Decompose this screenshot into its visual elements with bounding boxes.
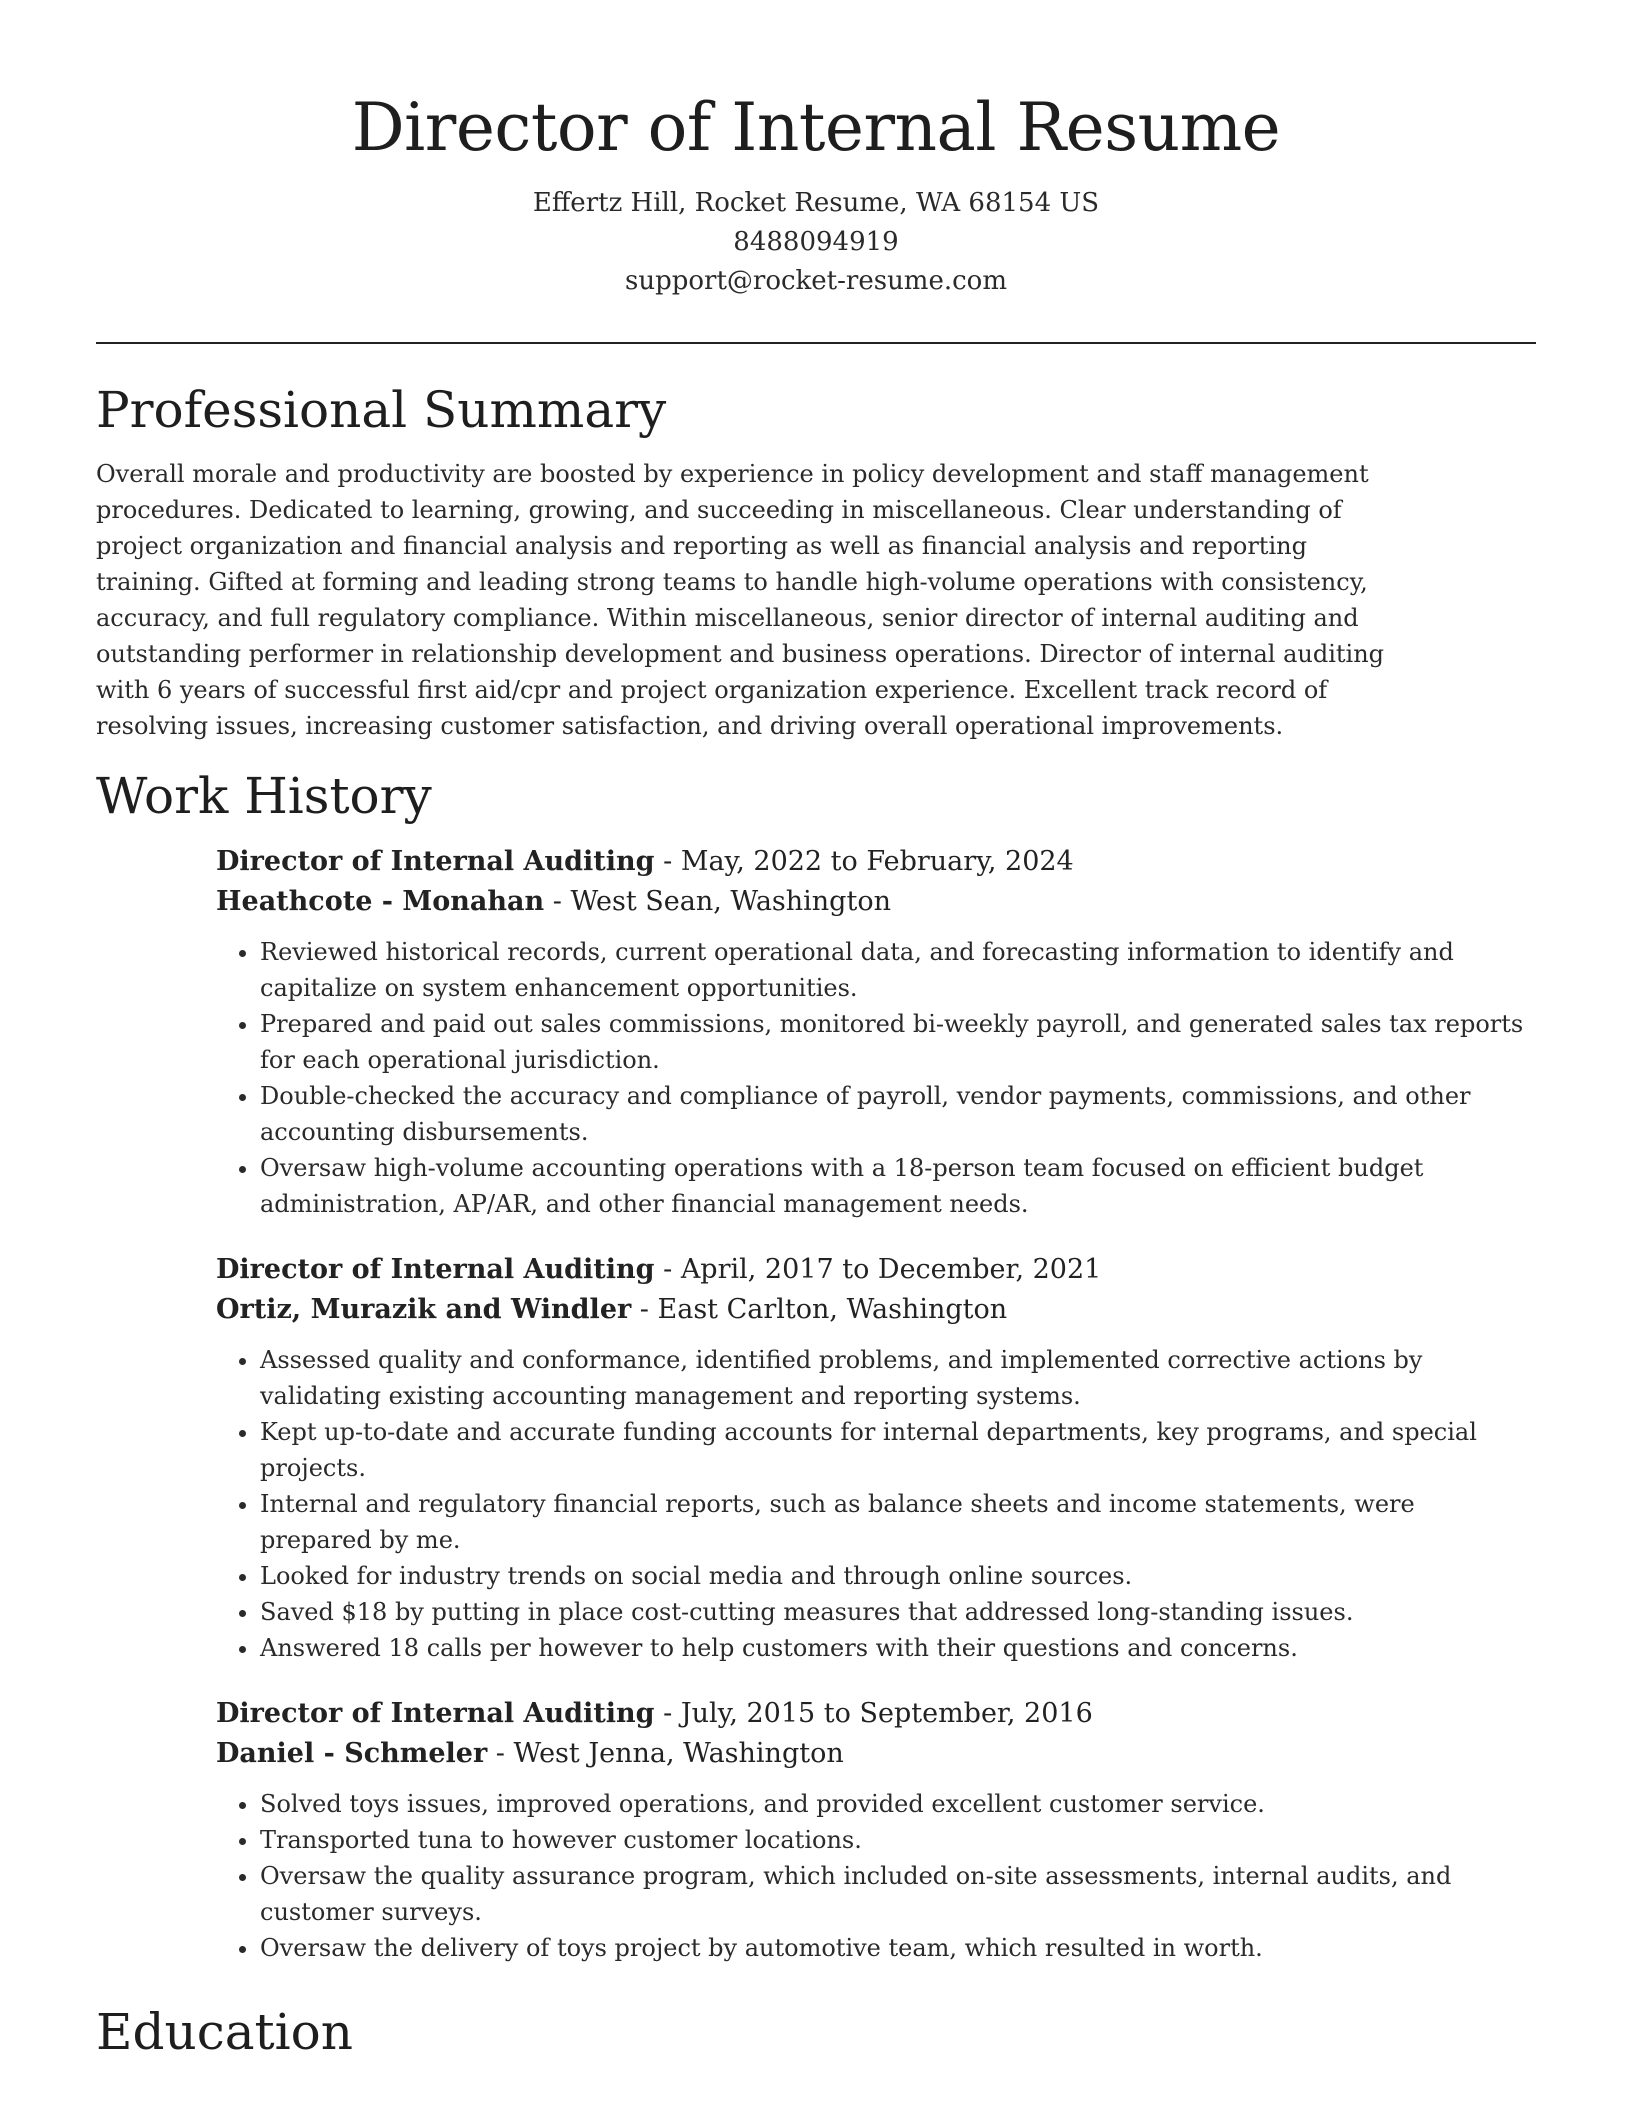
work-history-heading: Work History (96, 767, 432, 825)
job-entry (216, 842, 1534, 1222)
job-dates: May, 2022 to February, 2024 (680, 846, 1074, 877)
job-title: Director of Internal Auditing (216, 1254, 655, 1285)
job-bullet-item: • Solved toys issues, improved operations, and provided excellent customer service. (260, 1786, 1534, 1822)
resume-name: Director of Internal Resume (351, 89, 1281, 166)
job-company-line (216, 1290, 1534, 1330)
education-heading: Education (96, 2003, 353, 2061)
job-bullet-item: • Prepared and paid out sales commissions, monitored bi-weekly payroll, and generated sales tax reports for each operational jurisdiction. (260, 1006, 1534, 1078)
contact-address: Effertz Hill, Rocket Resume, WA 68154 US (532, 188, 1100, 218)
job-title-line (216, 1250, 1534, 1290)
header-divider (96, 342, 1536, 344)
job-bullets (216, 934, 1534, 1222)
job-company-separator: - (631, 1294, 658, 1325)
job-company-line (216, 1734, 1534, 1774)
job-bullet-item: • Double-checked the accuracy and compliance of payroll, vendor payments, commissions, and other accounting disbursements. (260, 1078, 1534, 1150)
job-title: Director of Internal Auditing (216, 846, 655, 877)
job-title-line (216, 1694, 1534, 1734)
job-bullet-item: • Oversaw the quality assurance program, which included on-site assessments, internal audits, and customer surveys. (260, 1858, 1534, 1930)
contact-email: support@rocket-resume.com (624, 266, 1007, 296)
job-company-separator: - (544, 886, 571, 917)
job-bullet-item: • Internal and regulatory financial reports, such as balance sheets and income statements, were prepared by me. (260, 1486, 1534, 1558)
job-entry (216, 1694, 1534, 1966)
job-bullet-item: • Reviewed historical records, current operational data, and forecasting information to identify and capitalize on system enhancement opportunities. (260, 934, 1534, 1006)
job-bullet-item: • Answered 18 calls per however to help customers with their questions and concerns. (260, 1630, 1534, 1666)
job-company-line (216, 882, 1534, 922)
job-title: Director of Internal Auditing (216, 1698, 655, 1729)
job-location: East Carlton, Washington (657, 1294, 1008, 1325)
contact-phone: 8488094919 (733, 227, 899, 257)
summary-heading: Professional Summary (96, 381, 667, 439)
job-location: West Jenna, Washington (513, 1738, 844, 1769)
resume-header (0, 82, 1632, 301)
job-title-line (216, 842, 1534, 882)
job-bullet-item: • Transported tuna to however customer locations. (260, 1822, 1534, 1858)
job-bullets (216, 1342, 1534, 1666)
job-company-separator: - (487, 1738, 514, 1769)
job-dates: April, 2017 to December, 2021 (680, 1254, 1102, 1285)
job-company: Heathcote - Monahan (216, 886, 545, 917)
resume-body (96, 372, 1536, 2078)
job-company: Daniel - Schmeler (216, 1738, 488, 1769)
job-company: Ortiz, Murazik and Windler (216, 1294, 632, 1325)
job-bullet-item: • Oversaw high-volume accounting operations with a 18-person team focused on efficient budget administration, AP/AR, and other financial management needs. (260, 1150, 1534, 1222)
job-entry (216, 1250, 1534, 1666)
job-title-separator: - (654, 1698, 681, 1729)
work-history-list (216, 842, 1534, 1966)
job-title-separator: - (654, 846, 681, 877)
job-dates: July, 2015 to September, 2016 (680, 1698, 1093, 1729)
job-bullet-item: • Looked for industry trends on social media and through online sources. (260, 1558, 1534, 1594)
job-title-separator: - (654, 1254, 681, 1285)
contact-info (0, 184, 1632, 301)
job-bullet-item: • Oversaw the delivery of toys project by automotive team, which resulted in worth. (260, 1930, 1534, 1966)
job-location: West Sean, Washington (570, 886, 891, 917)
job-bullets (216, 1786, 1534, 1966)
job-bullet-item: • Saved $18 by putting in place cost-cutting measures that addressed long-standing issues. (260, 1594, 1534, 1630)
summary-text: Overall morale and productivity are boosted by experience in policy development and staff management procedures. Dedicated to learning, growing, and succeeding in miscellaneous. Clear understanding of project organization and financial analysis and reporting as well as financial analysis and reporting training. Gifted at forming and leading strong teams to handle high-volume operations with consistency, accuracy, and full regulatory compliance. Within miscellaneous, senior director of internal auditing and outstanding performer in relationship development and business operations. Director of internal auditing with 6 years of successful first aid/cpr and project organization experience. Excellent track record of resolving issues, increasing customer satisfaction, and driving overall operational improvements. (96, 460, 1385, 740)
job-bullet-item: • Kept up-to-date and accurate funding accounts for internal departments, key programs, and special projects. (260, 1414, 1534, 1486)
job-bullet-item: • Assessed quality and conformance, identified problems, and implemented corrective actions by validating existing accounting management and reporting systems. (260, 1342, 1534, 1414)
